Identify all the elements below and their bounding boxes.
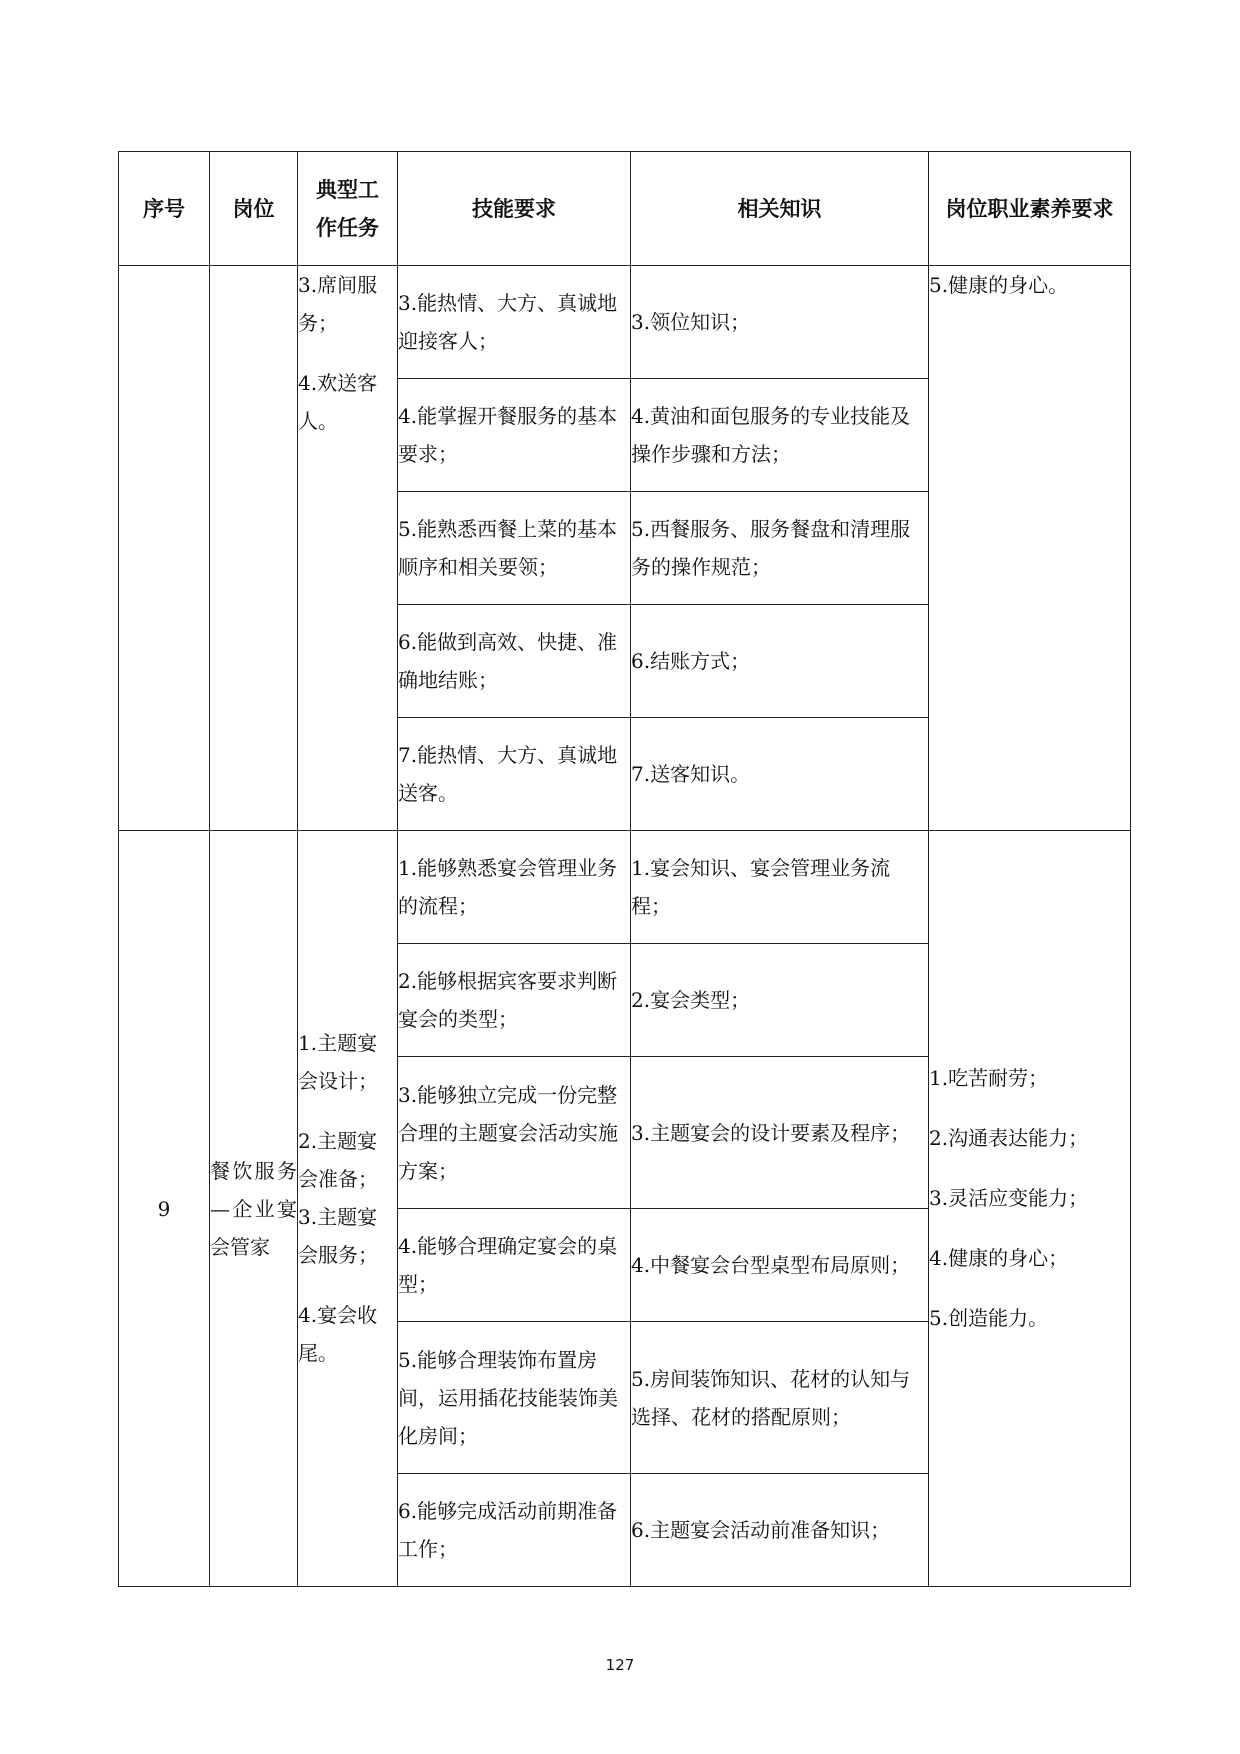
cell-knowledge: 4.黄油和面包服务的专业技能及操作步骤和方法； xyxy=(631,379,929,492)
cell-skill: 6.能做到高效、快捷、准确地结账； xyxy=(398,605,631,718)
cell-knowledge: 3.主题宴会的设计要素及程序； xyxy=(631,1057,929,1209)
cell-skill: 5.能熟悉西餐上菜的基本顺序和相关要领； xyxy=(398,492,631,605)
header-row xyxy=(119,152,1131,266)
cell-knowledge: 1.宴会知识、宴会管理业务流程； xyxy=(631,831,929,944)
cell-skill: 1.能够熟悉宴会管理业务的流程； xyxy=(398,831,631,944)
table-row xyxy=(119,266,1131,379)
task-item: 3.席间服务； xyxy=(298,273,378,335)
cell-tasks xyxy=(298,831,398,1587)
cell-knowledge: 4.中餐宴会台型桌型布局原则； xyxy=(631,1209,929,1322)
quality-item: 3.灵活应变能力； xyxy=(929,1185,1089,1210)
cell-knowledge: 2.宴会类型； xyxy=(631,944,929,1057)
cell-skill: 2.能够根据宾客要求判断宴会的类型； xyxy=(398,944,631,1057)
task-item: 3.主题宴会服务； xyxy=(298,1204,378,1267)
header-knowledge: 相关知识 xyxy=(631,152,929,266)
cell-skill: 6.能够完成活动前期准备工作； xyxy=(398,1474,631,1587)
page-number: 127 xyxy=(605,1656,635,1674)
cell-skill: 5.能够合理装饰布置房间，运用插花技能装饰美化房间； xyxy=(398,1322,631,1474)
cell-skill: 3.能热情、大方、真诚地迎接客人； xyxy=(398,266,631,379)
cell-qualities xyxy=(929,831,1131,1587)
quality-item: 5.健康的身心。 xyxy=(929,273,1069,297)
cell-knowledge: 7.送客知识。 xyxy=(631,718,929,831)
quality-item: 1.吃苦耐劳； xyxy=(929,1065,1049,1090)
cell-skill: 7.能热情、大方、真诚地送客。 xyxy=(398,718,631,831)
cell-skill: 4.能掌握开餐服务的基本要求； xyxy=(398,379,631,492)
task-item: 4.欢送客人。 xyxy=(298,371,378,433)
task-item: 1.主题宴会设计； xyxy=(298,1030,378,1093)
requirements-table xyxy=(118,151,1131,1587)
cell-knowledge: 5.西餐服务、服务餐盘和清理服务的操作规范； xyxy=(631,492,929,605)
cell-knowledge: 6.主题宴会活动前准备知识； xyxy=(631,1474,929,1587)
cell-post xyxy=(210,266,298,831)
quality-item: 5.创造能力。 xyxy=(929,1305,1049,1330)
cell-knowledge: 3.领位知识； xyxy=(631,266,929,379)
cell-qualities xyxy=(929,266,1131,831)
cell-post: 餐饮服务—企业宴会管家 xyxy=(210,831,298,1587)
quality-item: 4.健康的身心； xyxy=(929,1245,1069,1270)
cell-skill: 3.能够独立完成一份完整合理的主题宴会活动实施方案； xyxy=(398,1057,631,1209)
cell-knowledge: 6.结账方式； xyxy=(631,605,929,718)
header-no: 序号 xyxy=(119,152,210,266)
task-item: 4.宴会收尾。 xyxy=(298,1302,378,1365)
task-item: 2.主题宴会准备； xyxy=(298,1128,378,1191)
cell-skill: 4.能够合理确定宴会的桌型； xyxy=(398,1209,631,1322)
header-skills: 技能要求 xyxy=(398,152,631,266)
cell-tasks xyxy=(298,266,398,831)
header-post: 岗位 xyxy=(210,152,298,266)
header-tasks: 典型工作任务 xyxy=(298,152,398,266)
table-row xyxy=(119,831,1131,944)
quality-item: 2.沟通表达能力； xyxy=(929,1125,1089,1150)
cell-no: 9 xyxy=(119,831,210,1587)
header-qualities: 岗位职业素养要求 xyxy=(929,152,1131,266)
cell-knowledge: 5.房间装饰知识、花材的认知与选择、花材的搭配原则； xyxy=(631,1322,929,1474)
cell-no xyxy=(119,266,210,831)
